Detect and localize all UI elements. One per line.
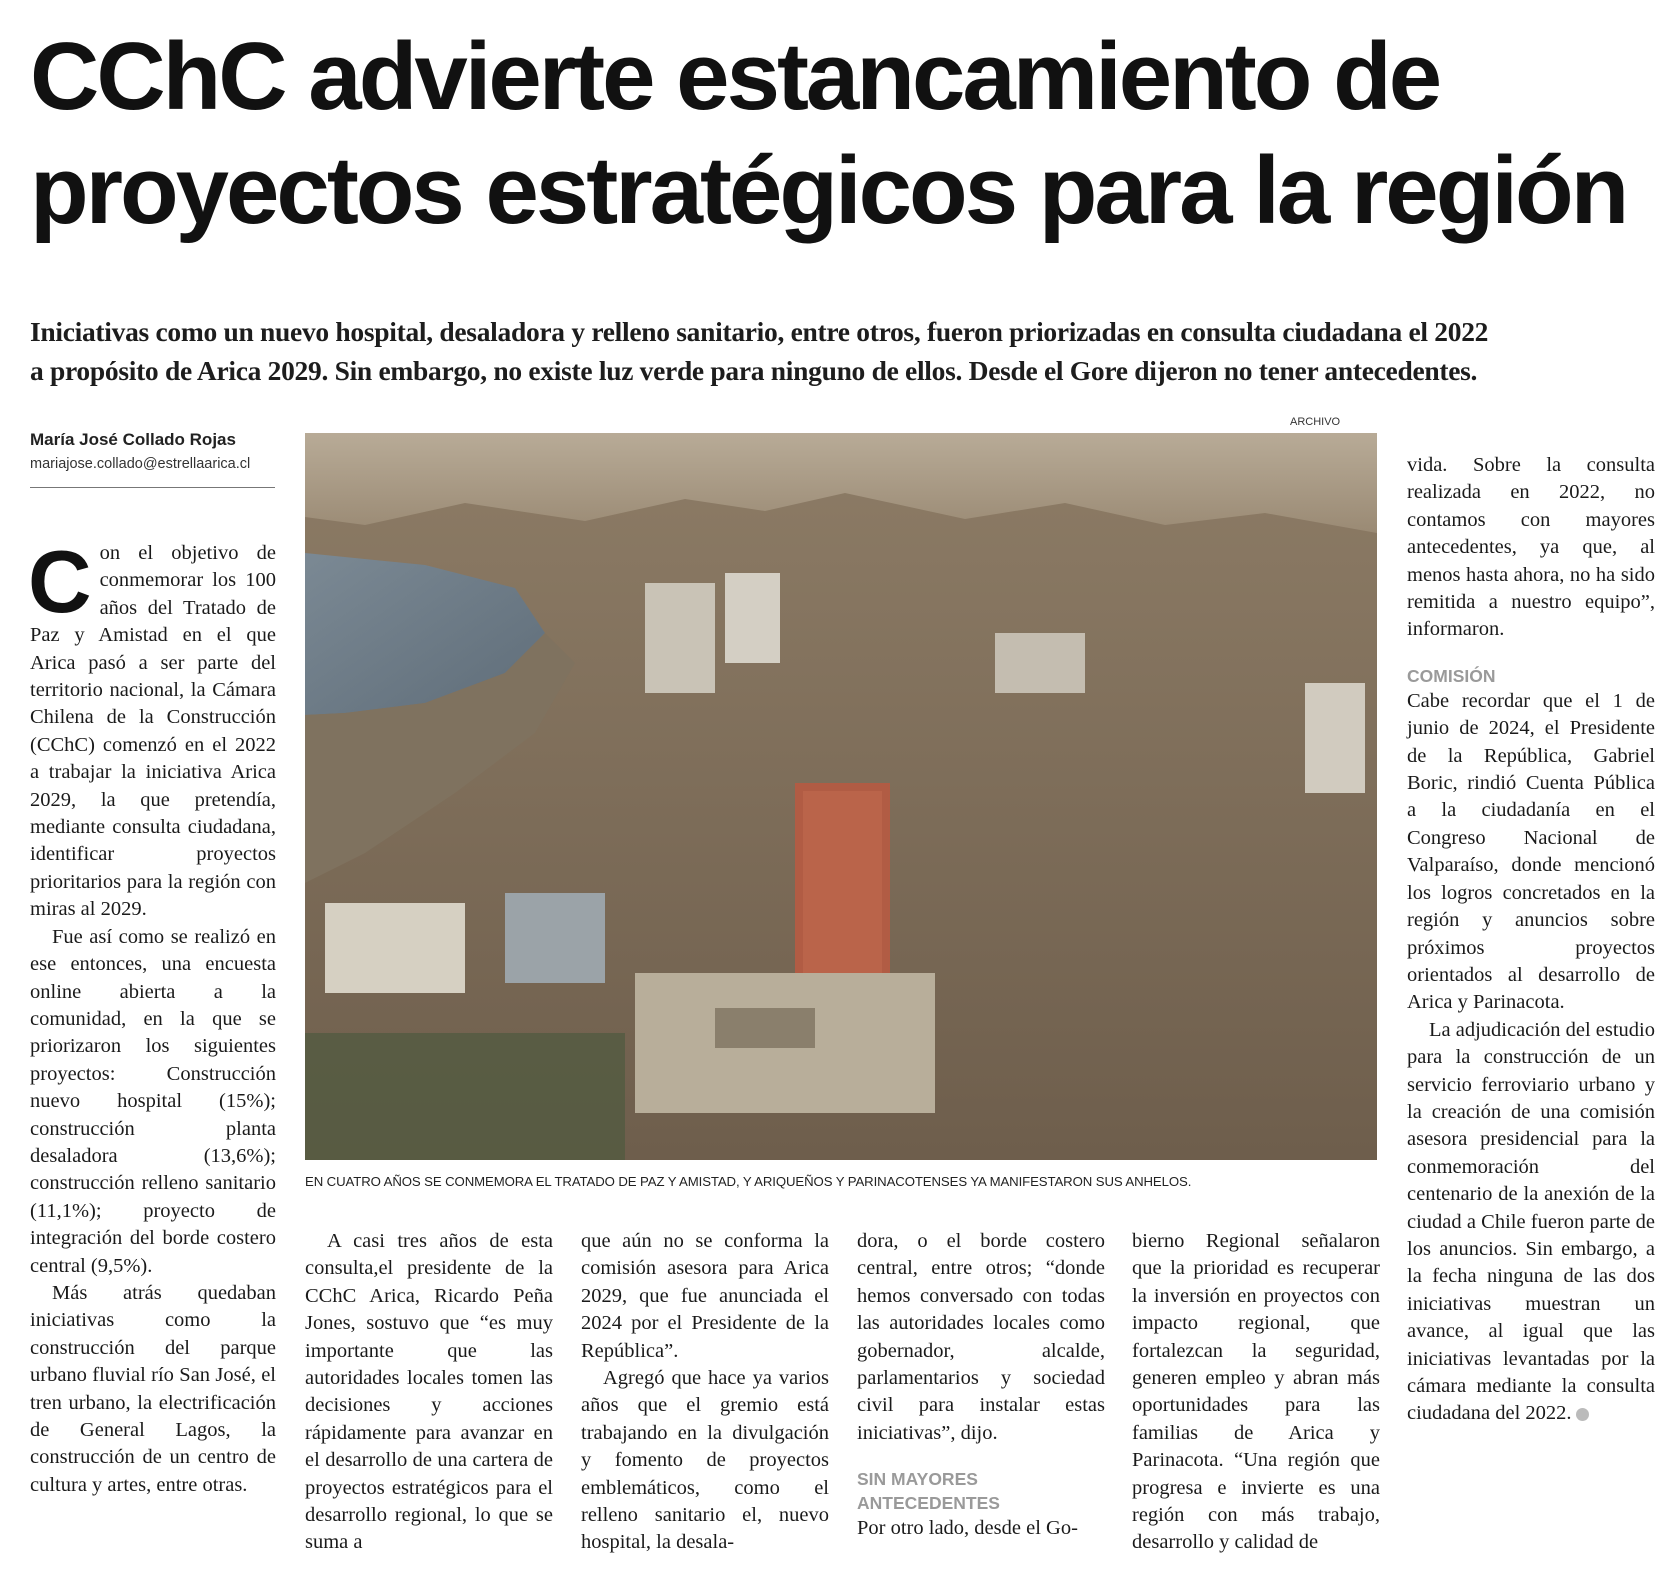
column-2-paragraph-1: A casi tres años de esta consulta,el presidente de la CChC Arica, Ricardo Peña Jones, sostuvo que “es muy importante que las autoridades locales tomen las decisiones y acciones rápidamente para avanzar en el desarrollo de una cartera de proyectos estratégicos para el desarrollo regional, lo que se suma a: [305, 1230, 553, 1554]
photo-caption: EN CUATRO AÑOS SE CONMEMORA EL TRATADO DE PAZ Y AMISTAD, Y ARIQUEÑOS Y PARINACOTENSES YA MANIFESTARON SUS ANHELOS.: [305, 1174, 1192, 1189]
subhead-comision: COMISIÓN: [1407, 665, 1496, 686]
column-6-text-3: La adjudicación del estudio para la construcción de un servicio ferroviario urbano y la creación de una comisión asesora presidencial para la conmemoración del centenario de la anexión de la ciudad a Chile fueron parte de los anuncios. Sin embargo, a la fecha ninguna de las dos iniciativas muestran un avance, al igual que las iniciativas levantadas por la cámara mediante la consulta ciudadana del 2022.: [1407, 1018, 1655, 1425]
byline-divider: [30, 487, 275, 488]
column-4-paragraph-1: dora, o el borde costero central, entre otros; “donde hemos conversado con todas las autoridades locales como gobernador, alcalde, parlamentarios y sociedad civil para instalar estas iniciativas”, dijo.: [857, 1230, 1105, 1444]
city-aerial-photo: [305, 433, 1377, 1160]
photo-illustration: [305, 433, 1377, 1160]
column-3-paragraph-2: Agregó que hace ya varios años que el gremio está trabajando en la divulgación y fomento de proyectos emblemáticos, como el relleno sanitario el, nuevo hospital, la desala-: [581, 1367, 829, 1554]
headline-line-2: proyectos estratégicos para la región: [30, 137, 1627, 244]
subhead-sin-mayores-antecedentes: [857, 1467, 1105, 1515]
article-column-3: [581, 1228, 829, 1557]
column-1-paragraph-2: Fue así como se realizó en ese entonces, una encuesta online abierta a la comunidad, en la que se priorizaron los siguientes proyectos: Construcción nuevo hospital (15%); construcción planta desaladora (13,6%); construcción relleno sanitario (11,1%); proyecto de integración del borde costero central (9,5%).: [30, 925, 276, 1277]
subhead-line-1: SIN MAYORES: [857, 1469, 978, 1490]
deck-subtitle: [30, 312, 1650, 390]
subhead-line-2: ANTECEDENTES: [857, 1493, 1000, 1514]
byline-author: María José Collado Rojas: [30, 430, 236, 449]
headline: [30, 20, 1650, 248]
column-1-text-1: on el objetivo de conmemorar los 100 años del Tratado de Paz y Amistad en el que Arica pasó a ser parte del territorio nacional, la Cámara Chilena de la Construcción (CChC) comenzó en el 2022 a trabajar la iniciativa Arica 2029, la que pretendía, mediante consulta ciudadana, identificar proyectos prioritarios para la región con miras al 2029.: [30, 542, 276, 921]
byline-email: mariajose.collado@estrellaarica.cl: [30, 456, 251, 472]
deck-line-1: Iniciativas como un nuevo hospital, desaladora y relleno sanitario, entre otros, fueron priorizadas en consulta ciudadana el 2022: [30, 316, 1489, 347]
column-6-paragraph-1: vida. Sobre la consulta realizada en 2022, no contamos con mayores antecedentes, ya que, al menos hasta ahora, no ha sido remitida a nuestro equipo”, informaron.: [1407, 454, 1655, 641]
article-column-4: [857, 1228, 1105, 1543]
article-column-1: [28, 532, 276, 1499]
deck-line-2: a propósito de Arica 2029. Sin embargo, no existe luz verde para ninguno de ellos. Desde el Gore dijeron no tener antecedentes.: [30, 355, 1478, 386]
photo-credit: ARCHIVO: [1290, 416, 1341, 428]
column-1-paragraph-3: Más atrás quedaban iniciativas como la construcción del parque urbano fluvial río San José, el tren urbano, la electrificación de General Lagos, la construcción de un centro de cultura y artes, entre otras.: [30, 1281, 276, 1496]
drop-cap: C: [28, 532, 92, 631]
column-4-paragraph-2: Por otro lado, desde el Go-: [857, 1517, 1078, 1540]
column-5-paragraph-1: bierno Regional señalaron que la prioridad es recuperar la inversión en proyectos con impacto regional, que fortalezcan la seguridad, generen empleo y abran más oportunidades para las familias de Arica y Parinacota. “Una región que progresa e invierte es una región con más trabajo, desarrollo y calidad de: [1132, 1230, 1380, 1554]
article-column-5: [1132, 1228, 1380, 1557]
column-3-paragraph-1: que aún no se conforma la comisión asesora para Arica 2029, que fue anunciada el 2024 por el Presidente de la República”.: [581, 1230, 829, 1362]
column-6-paragraph-2: Cabe recordar que el 1 de junio de 2024, el Presidente de la República, Gabriel Boric, rindió Cuenta Pública a la ciudadanía en el Congreso Nacional de Valparaíso, donde mencionó los logros concretados en la región y anuncios sobre próximos proyectos orientados al desarrollo de Arica y Parinacota.: [1407, 689, 1655, 1014]
end-of-article-icon: [1576, 1408, 1589, 1421]
article-column-2: [305, 1228, 553, 1557]
headline-line-1: CChC advierte estancamiento de: [30, 23, 1440, 130]
column-6-paragraph-3: [1407, 1017, 1655, 1428]
column-1-paragraph-1: [28, 532, 276, 924]
article-column-6: [1407, 452, 1655, 1428]
